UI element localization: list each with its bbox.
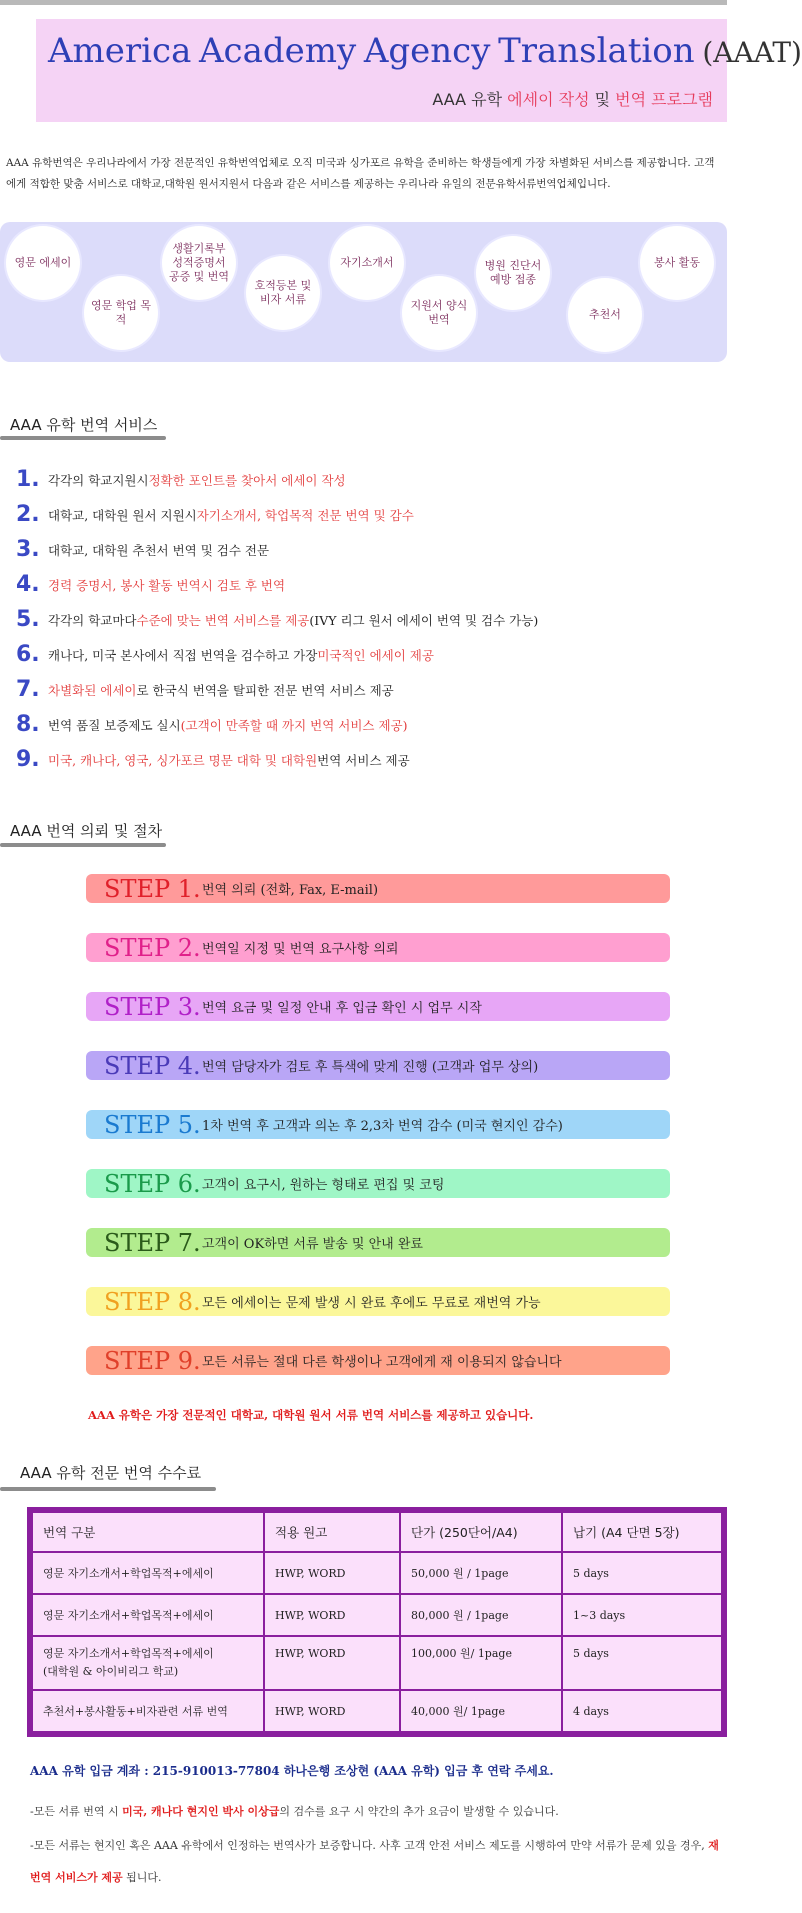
item-number: 9.	[16, 747, 40, 772]
procedure-step	[86, 1110, 670, 1139]
services-heading: AAA 유학 번역 서비스	[10, 416, 158, 434]
table-cell: HWP, WORD	[265, 1595, 399, 1635]
list-item	[16, 497, 716, 532]
table-row	[33, 1637, 721, 1689]
brand-subtitle	[432, 87, 713, 110]
table-cell: HWP, WORD	[265, 1637, 399, 1689]
procedure-step	[86, 1051, 670, 1080]
table-cell: HWP, WORD	[265, 1691, 399, 1731]
step-label: STEP 4.	[104, 1051, 201, 1080]
procedure-step	[86, 1228, 670, 1257]
cell-main: 영문 자기소개서+학업목적+에세이	[43, 1647, 214, 1660]
fine-highlight: 재 번역 서비스가 제공	[30, 1839, 719, 1884]
list-item	[16, 532, 716, 567]
fine-highlight: 미국, 캐나다 현지인 박사 이상급	[122, 1805, 280, 1818]
item-text: 각각의 학교마다	[48, 612, 137, 628]
item-number: 6.	[16, 642, 40, 667]
fine-text: -모든 서류 번역 시	[30, 1805, 123, 1818]
item-text-tail: (IVY 리그 원서 에세이 번역 및 검수 가능)	[309, 612, 539, 628]
services-list	[16, 462, 716, 777]
step-text: 고객이 OK하면 서류 발송 및 안내 완료	[202, 1237, 423, 1252]
item-highlight: 미국적인 에세이 제공	[317, 647, 434, 663]
table-cell: 40,000 원/ 1page	[401, 1691, 561, 1731]
item-text: 대학교, 대학원 추천서 번역 및 검수 전문	[48, 542, 270, 558]
step-label: STEP 5.	[104, 1110, 201, 1139]
cell-sub: (대학원 & 아이비리그 학교)	[43, 1665, 179, 1678]
brand-abbr: (AAAT)	[702, 36, 802, 69]
bubble-essay: 영문 에세이	[6, 226, 80, 300]
item-highlight: 차별화된 에세이	[48, 682, 137, 698]
fine-print-1	[30, 1796, 720, 1828]
table-row	[33, 1595, 721, 1635]
brand-america: America	[48, 31, 192, 71]
header-banner	[36, 19, 802, 122]
table-cell	[33, 1637, 263, 1689]
procedure-step	[86, 933, 670, 962]
list-item	[16, 462, 716, 497]
item-text: 번역 품질 보증제도 실시	[48, 717, 181, 733]
col-header: 납기 (A4 단면 5장)	[563, 1513, 721, 1551]
col-header: 단가 (250단어/A4)	[401, 1513, 561, 1551]
step-label: STEP 6.	[104, 1169, 201, 1198]
step-text: 번역 의뢰 (전화, Fax, E-mail)	[202, 883, 379, 898]
step-text: 모든 에세이는 문제 발생 시 완료 후에도 무료로 재번역 가능	[202, 1296, 541, 1311]
price-table	[27, 1507, 727, 1737]
brand-translation: Translation	[498, 31, 695, 71]
table-cell: 80,000 원 / 1page	[401, 1595, 561, 1635]
step-label: STEP 9.	[104, 1346, 201, 1375]
brand-academy: Academy	[199, 31, 357, 71]
bubble-medical: 병원 진단서 예방 접종	[476, 236, 550, 310]
col-header: 적용 원고	[265, 1513, 399, 1551]
subtitle-highlight-1: 에세이 작성	[507, 90, 590, 109]
table-cell: 영문 자기소개서+학업목적+에세이	[33, 1553, 263, 1593]
step-text: 모든 서류는 절대 다른 학생이나 고객에게 재 이용되지 않습니다	[202, 1355, 562, 1370]
bubble-records: 생활기록부 성적증명서 공증 및 번역	[162, 226, 236, 300]
subtitle-prefix: AAA 유학	[432, 90, 508, 109]
brand-agency: Agency	[363, 31, 491, 71]
step-label: STEP 2.	[104, 933, 201, 962]
item-number: 7.	[16, 677, 40, 702]
list-item	[16, 637, 716, 672]
item-text: 캐나다, 미국 본사에서 직접 번역을 검수하고 가장	[48, 647, 318, 663]
item-number: 1.	[16, 467, 40, 492]
bank-account: AAA 유학 입금 계좌 : 215-910013-77804 하나은행 조상현 (AAA 유학) 입금 후 연락 주세요.	[30, 1764, 554, 1778]
list-item	[16, 707, 716, 742]
services-heading-underline	[0, 436, 166, 440]
item-text: 각각의 학교지원시	[48, 472, 149, 488]
step-text: 번역 담당자가 검토 후 특색에 맞게 진행 (고객과 업무 상의)	[202, 1060, 539, 1075]
col-header: 번역 구분	[33, 1513, 263, 1551]
item-number: 5.	[16, 607, 40, 632]
procedure-note: AAA 유학은 가장 전문적인 대학교, 대학원 원서 서류 번역 서비스를 제공하고 있습니다.	[88, 1408, 534, 1422]
subtitle-mid: 및	[589, 90, 616, 109]
bubble-visa-docs: 호적등본 및 비자 서류	[246, 256, 320, 330]
intro-paragraph: AAA 유학번역은 우리나라에서 가장 전문적인 유학번역업체로 오직 미국과 싱가포르 유학을 준비하는 학생들에게 가장 차별화된 서비스를 제공합니다. 고객에게 적합한 맞춤 서비스로 대학교,대학원 원서지원서 다음과 같은 서비스를 제공하는 우리나라 유일의 전문유학서류번역업체입니다.	[6, 157, 715, 190]
item-text-tail: 로 한국식 번역을 탈피한 전문 번역 서비스 제공	[136, 682, 394, 698]
pricing-heading-underline	[0, 1487, 216, 1491]
item-highlight: 정확한 포인트를 찾아서 에세이 작성	[148, 472, 346, 488]
item-number: 4.	[16, 572, 40, 597]
item-highlight: 자기소개서, 학업목적 전문 번역 및 감수	[196, 507, 414, 523]
top-divider	[0, 0, 727, 5]
list-item	[16, 602, 716, 637]
step-text: 1차 번역 후 고객과 의논 후 2,3차 번역 감수 (미국 현지인 감수)	[202, 1119, 563, 1134]
item-number: 3.	[16, 537, 40, 562]
step-label: STEP 7.	[104, 1228, 201, 1257]
item-number: 8.	[16, 712, 40, 737]
subtitle-highlight-2: 번역 프로그램	[615, 90, 713, 109]
item-number: 2.	[16, 502, 40, 527]
services-bubble-band	[0, 222, 727, 362]
item-highlight: 수준에 맞는 번역 서비스를 제공	[136, 612, 310, 628]
step-label: STEP 3.	[104, 992, 201, 1021]
step-text: 고객이 요구시, 원하는 형태로 편집 및 코팅	[202, 1178, 445, 1193]
procedure-heading-underline	[0, 843, 166, 847]
item-highlight: 경력 증명서, 봉사 활동 번역시 검토 후 번역	[48, 577, 286, 593]
bubble-volunteer: 봉사 활동	[640, 226, 714, 300]
table-row	[33, 1553, 721, 1593]
step-text: 번역 요금 및 일정 안내 후 입금 확인 시 업무 시작	[202, 1001, 482, 1016]
bubble-application: 지원서 양식 번역	[402, 276, 476, 350]
item-text: 대학교, 대학원 원서 지원시	[48, 507, 197, 523]
step-text: 번역일 지정 및 번역 요구사항 의뢰	[202, 942, 399, 957]
table-cell: 4 days	[563, 1691, 721, 1731]
procedure-step	[86, 992, 670, 1021]
table-cell: 5 days	[563, 1637, 721, 1689]
fine-text: 됩니다.	[122, 1871, 162, 1884]
item-highlight: (고객이 만족할 때 까지 번역 서비스 제공)	[180, 717, 408, 733]
brand-title	[48, 31, 802, 71]
bubble-study-purpose: 영문 학업 목적	[84, 276, 158, 350]
list-item	[16, 567, 716, 602]
table-cell: HWP, WORD	[265, 1553, 399, 1593]
table-cell: 1~3 days	[563, 1595, 721, 1635]
fine-text: -모든 서류는 현지인 혹은 AAA 유학에서 인정하는 번역사가 보증합니다. 사후 고객 안전 서비스 제도를 시행하여 만약 서류가 문제 있을 경우,	[30, 1839, 709, 1852]
list-item	[16, 672, 716, 707]
item-text-tail: 번역 서비스 제공	[317, 752, 410, 768]
list-item	[16, 742, 716, 777]
procedure-step	[86, 1169, 670, 1198]
bubble-self-intro: 자기소개서	[330, 226, 404, 300]
fine-print-2	[30, 1830, 720, 1894]
pricing-heading: AAA 유학 전문 번역 수수료	[20, 1464, 202, 1482]
item-highlight: 미국, 캐나다, 영국, 싱가포르 명문 대학 및 대학원	[48, 752, 318, 768]
table-cell: 100,000 원/ 1page	[401, 1637, 561, 1689]
table-header-row	[33, 1513, 721, 1551]
table-row	[33, 1691, 721, 1731]
step-label: STEP 8.	[104, 1287, 201, 1316]
table-cell: 50,000 원 / 1page	[401, 1553, 561, 1593]
procedure-step	[86, 1346, 670, 1375]
step-label: STEP 1.	[104, 874, 201, 903]
table-cell: 추천서+봉사활동+비자관련 서류 번역	[33, 1691, 263, 1731]
bubble-recommendation: 추천서	[568, 278, 642, 352]
procedure-step	[86, 1287, 670, 1316]
table-cell: 영문 자기소개서+학업목적+에세이	[33, 1595, 263, 1635]
procedure-heading: AAA 번역 의뢰 및 절차	[10, 822, 163, 840]
fine-text: 의 검수를 요구 시 약간의 추가 요금이 발생할 수 있습니다.	[279, 1805, 559, 1818]
table-cell: 5 days	[563, 1553, 721, 1593]
procedure-step	[86, 874, 670, 903]
